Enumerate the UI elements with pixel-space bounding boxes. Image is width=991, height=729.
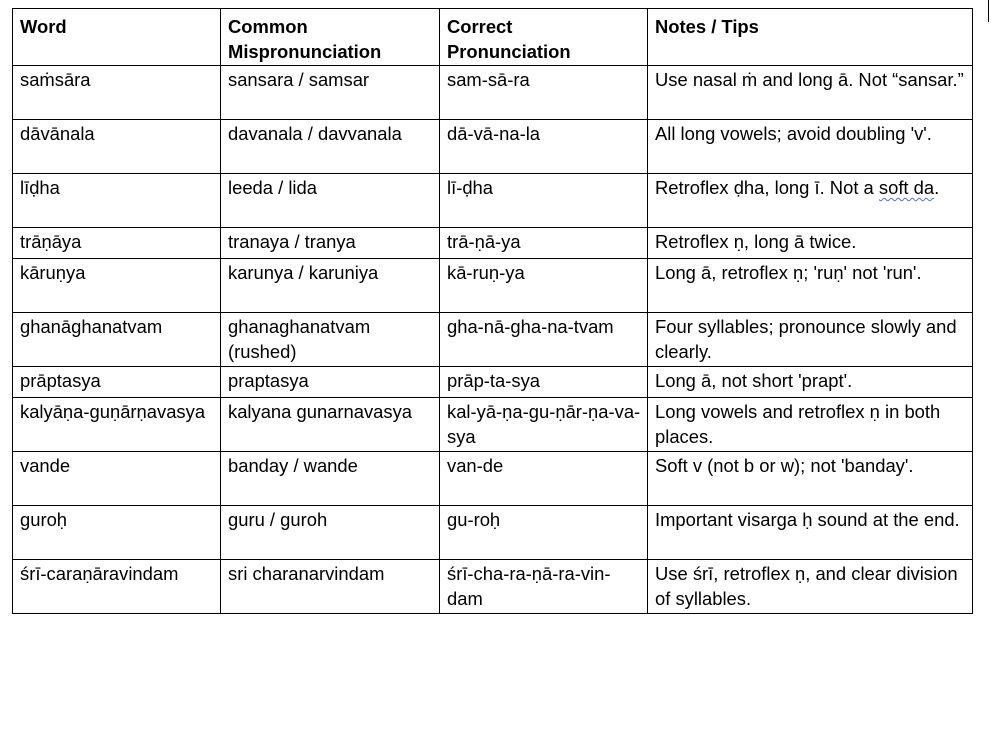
mispronunciation-cell: ghanaghanatvam (rushed) (221, 313, 440, 367)
correct-pronunciation-cell: trā-ṇā-ya (440, 228, 648, 259)
mispronunciation-cell: praptasya (221, 367, 440, 398)
notes-cell: All long vowels; avoid doubling 'v'. (648, 120, 973, 174)
mispronunciation-cell: sansara / samsar (221, 66, 440, 120)
notes-cell: Long vowels and retroflex ṇ in both places. (648, 398, 973, 452)
correct-pronunciation-cell: kā-ruṇ-ya (440, 259, 648, 313)
word-cell: līḍha (13, 174, 221, 228)
mispronunciation-cell: guru / guroh (221, 506, 440, 560)
word-cell: trāṇāya (13, 228, 221, 259)
word-cell: guroḥ (13, 506, 221, 560)
word-cell: kalyāṇa-guṇārṇavasya (13, 398, 221, 452)
word-cell: kāruṇya (13, 259, 221, 313)
table-row (13, 66, 973, 120)
correct-pronunciation-cell: lī-ḍha (440, 174, 648, 228)
pronunciation-table (12, 8, 973, 614)
notes-cell: Use śrī, retroflex ṇ, and clear division of syllables. (648, 560, 973, 614)
header-common-mispronunciation: Common Mispronunciation (221, 9, 440, 66)
table-row (13, 174, 973, 228)
correct-pronunciation-cell: van-de (440, 452, 648, 506)
correct-pronunciation-cell: gha-nā-gha-na-tvam (440, 313, 648, 367)
word-cell: prāptasya (13, 367, 221, 398)
proofing-marked-text: soft da (878, 177, 935, 198)
table-row (13, 560, 973, 614)
table-row (13, 313, 973, 367)
mispronunciation-cell: karunya / karuniya (221, 259, 440, 313)
correct-pronunciation-cell: prāp-ta-sya (440, 367, 648, 398)
page-edge-mark (988, 0, 989, 22)
mispronunciation-cell: tranaya / tranya (221, 228, 440, 259)
notes-cell: Long ā, retroflex ṇ; 'ruṇ' not 'run'. (648, 259, 973, 313)
table-row (13, 452, 973, 506)
word-cell: vande (13, 452, 221, 506)
table-row (13, 367, 973, 398)
mispronunciation-cell: kalyana gunarnavasya (221, 398, 440, 452)
notes-cell: Long ā, not short 'prapt'. (648, 367, 973, 398)
notes-text-end: . (934, 177, 940, 198)
table-row (13, 506, 973, 560)
word-cell: dāvānala (13, 120, 221, 174)
table-row (13, 398, 973, 452)
notes-cell: Important visarga ḥ sound at the end. (648, 506, 973, 560)
header-word: Word (13, 9, 221, 66)
mispronunciation-cell: sri charanarvindam (221, 560, 440, 614)
header-row (13, 9, 973, 66)
correct-pronunciation-cell: śrī-cha-ra-ṇā-ra-vin-dam (440, 560, 648, 614)
mispronunciation-cell: banday / wande (221, 452, 440, 506)
word-cell: śrī-caraṇāravindam (13, 560, 221, 614)
notes-cell: Four syllables; pronounce slowly and clearly. (648, 313, 973, 367)
notes-cell: Soft v (not b or w); not 'banday'. (648, 452, 973, 506)
correct-pronunciation-cell: sam-sā-ra (440, 66, 648, 120)
mispronunciation-cell: davanala / davvanala (221, 120, 440, 174)
mispronunciation-cell: leeda / lida (221, 174, 440, 228)
table-row (13, 120, 973, 174)
word-cell: ghanāghanatvam (13, 313, 221, 367)
header-correct-pronunciation: Correct Pronunciation (440, 9, 648, 66)
notes-text: Retroflex ḍha, long ī. Not a (655, 177, 879, 198)
table-row (13, 259, 973, 313)
correct-pronunciation-cell: gu-roḥ (440, 506, 648, 560)
header-notes-tips: Notes / Tips (648, 9, 973, 66)
correct-pronunciation-cell: dā-vā-na-la (440, 120, 648, 174)
notes-cell (648, 174, 973, 228)
word-cell: saṁsāra (13, 66, 221, 120)
notes-cell: Use nasal ṁ and long ā. Not “sansar.” (648, 66, 973, 120)
correct-pronunciation-cell: kal-yā-ṇa-gu-ṇār-ṇa-va-sya (440, 398, 648, 452)
table-row (13, 228, 973, 259)
notes-cell: Retroflex ṇ, long ā twice. (648, 228, 973, 259)
